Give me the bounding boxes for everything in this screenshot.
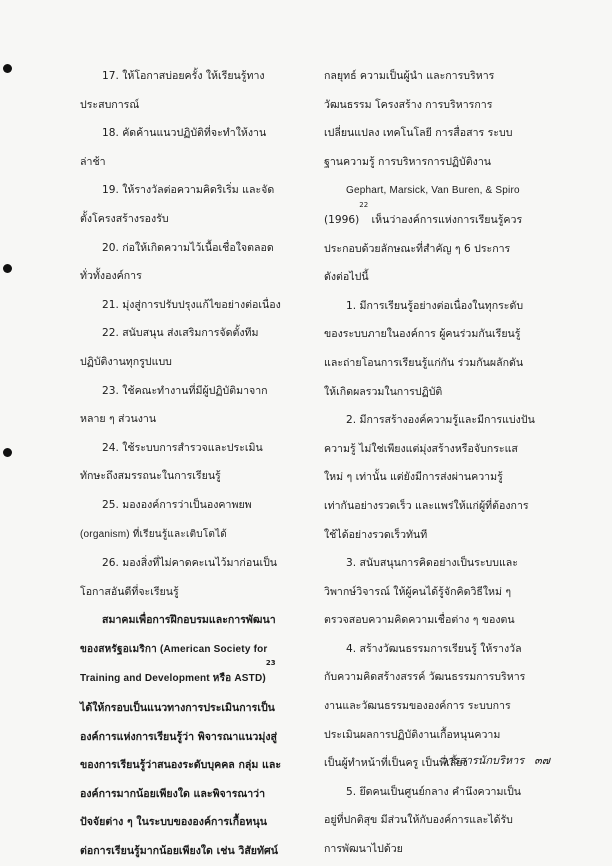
line-text: ปัจจัยต่าง ๆ ในระบบขององค์การเกื้อหนุน	[80, 816, 267, 829]
line-text: ตรวจสอบความคิดความเชื่อต่าง ๆ ของตน	[324, 614, 515, 627]
text-line	[80, 462, 306, 491]
text-line	[80, 434, 306, 463]
text-line	[80, 606, 306, 635]
text-line	[324, 378, 542, 407]
line-text: ของระบบภายในองค์การ ผู้คนร่วมกันเรียนรู้	[324, 328, 521, 341]
line-text: ทั่วทั้งองค์การ	[80, 270, 142, 283]
text-line	[80, 491, 306, 520]
page-footer	[441, 751, 550, 769]
line-text: ต่อการเรียนรู้มากน้อยเพียงใด เช่น วิสัยทัศน์	[80, 845, 278, 858]
line-text: ฐานความรู้ การบริหารการปฏิบัติงาน	[324, 155, 492, 168]
line-text: อยู่ที่ปกติสุข มีส่วนให้กับองค์การและได้รับ	[324, 814, 513, 827]
line-text: 4. สร้างวัฒนธรรมการเรียนรู้ ให้รางวัล	[346, 642, 522, 655]
text-line	[80, 549, 306, 578]
line-text: (1996)	[324, 213, 360, 226]
line-text: 19. ให้รางวัลต่อความคิดริเริ่ม และจัด	[102, 184, 275, 197]
text-line	[80, 262, 306, 291]
line-text: ดังต่อไปนี้	[324, 271, 369, 284]
line-text: องค์การมากน้อยเพียงใด และพิจารณาว่า	[80, 787, 266, 800]
line-text: 20. ก่อให้เกิดความไว้เนื้อเชื่อใจตลอด	[102, 241, 274, 254]
line-text: วิพากษ์วิจารณ์ ให้ผู้คนได้รู้จักคิดวิธีใหม่ ๆ	[324, 585, 512, 598]
footnote-ref: 23	[265, 659, 276, 668]
line-text: Training and Development หรือ ASTD)	[80, 673, 266, 685]
line-text: สมาคมเพื่อการฝึกอบรมและการพัฒนา	[102, 614, 276, 627]
left-text-column	[80, 62, 306, 866]
text-line	[324, 692, 542, 721]
line-text: ประเมินผลการปฏิบัติงานเกื้อหนุนความ	[324, 728, 501, 741]
line-text: ทักษะถึงสมรรถนะในการเรียนรู้	[80, 470, 221, 483]
text-line	[324, 835, 542, 864]
text-line	[324, 806, 542, 835]
text-line	[324, 235, 542, 264]
text-line	[324, 521, 542, 550]
text-line	[324, 292, 542, 321]
text-line	[324, 721, 542, 750]
text-line	[324, 778, 542, 807]
line-text: 5. ยึดคนเป็นศูนย์กลาง คำนึงความเป็น	[346, 785, 522, 798]
text-line	[324, 62, 542, 91]
line-text: 24. ใช้ระบบการสำรวจและประเมิน	[102, 441, 263, 454]
line-text: ให้เกิดผลรวมในการปฏิบัติ	[324, 385, 443, 398]
text-line	[324, 119, 542, 148]
line-text: Gephart, Marsick, Van Buren, & Spiro	[346, 185, 520, 197]
text-line	[324, 635, 542, 664]
line-text: 18. คัดค้านแนวปฏิบัติที่จะทำให้งาน	[102, 127, 267, 140]
line-text: หลาย ๆ ส่วนงาน	[80, 413, 157, 426]
text-line	[80, 377, 306, 406]
line-text: ใช้ได้อย่างรวดเร็วทันที	[324, 528, 428, 541]
text-line	[80, 659, 306, 694]
text-line	[80, 837, 306, 866]
text-line	[80, 205, 306, 234]
line-text: เป็นผู้ทำหน้าที่เป็นครู เป็นพี่เลี้ยง	[324, 757, 468, 770]
line-text: 26. มองสิ่งที่ไม่คาดคะเนไว้มาก่อนเป็น	[102, 557, 278, 570]
right-text-column	[324, 62, 542, 864]
text-line	[324, 263, 542, 292]
text-line	[324, 549, 542, 578]
line-text: กับความคิดสร้างสรรค์ วัฒนธรรมการบริหาร	[324, 671, 526, 684]
text-line	[80, 780, 306, 809]
line-text: การพัฒนาไปด้วย	[324, 843, 403, 856]
line-text: 3. สนับสนุนการคิดอย่างเป็นระบบและ	[346, 557, 518, 570]
line-text: ความรู้ ไม่ใช่เพียงแต่มุ่งสร้างหรือจับกระแส	[324, 442, 518, 455]
line-text: โอกาสอันดีที่จะเรียนรู้	[80, 585, 179, 598]
text-line	[80, 119, 306, 148]
text-line	[80, 751, 306, 780]
footnote-ref: 22	[359, 200, 369, 209]
text-line	[80, 91, 306, 120]
line-text: (organism) ที่เรียนรู้และเติบโตได้	[80, 528, 228, 540]
line-text: ประกอบด้วยลักษณะที่สำคัญ ๆ 6 ประการ	[324, 242, 511, 255]
line-text: เปลี่ยนแปลง เทคโนโลยี การสื่อสาร ระบบ	[324, 127, 513, 140]
line-text: เท่ากันอย่างรวดเร็ว และแพร่ให้แก่ผู้ที่ต้องการ	[324, 499, 529, 512]
line-text: 2. มีการสร้างองค์ความรู้และมีการแบ่งปัน	[346, 414, 535, 427]
text-line	[80, 405, 306, 434]
text-line	[324, 176, 542, 206]
text-line	[324, 663, 542, 692]
text-line	[80, 291, 306, 320]
line-text: ได้ให้กรอบเป็นแนวทางการประเมินการเป็น	[80, 702, 275, 715]
line-text: ประสบการณ์	[80, 98, 140, 111]
line-text: ตั้งโครงสร้างรองรับ	[80, 212, 169, 225]
punch-hole-mark	[3, 448, 12, 457]
text-line	[80, 578, 306, 607]
text-line	[324, 349, 542, 378]
line-text: ปฏิบัติงานทุกรูปแบบ	[80, 355, 172, 368]
line-text: กลยุทธ์ ความเป็นผู้นำ และการบริหาร	[324, 70, 495, 82]
line-text: วัฒนธรรม โครงสร้าง การบริหารการ	[324, 98, 493, 111]
text-line	[80, 62, 306, 91]
text-line	[324, 406, 542, 435]
text-line	[80, 348, 306, 377]
text-line	[324, 200, 542, 235]
text-line	[80, 234, 306, 263]
text-line	[324, 463, 542, 492]
line-text: ใหม่ ๆ เท่านั้น แต่ยังมีการส่งผ่านความรู้	[324, 471, 503, 484]
line-text: 25. มององค์การว่าเป็นองคาพยพ	[102, 498, 252, 511]
text-line	[80, 319, 306, 348]
line-text: 17. ให้โอกาสบ่อยครั้ง ให้เรียนรู้ทาง	[102, 70, 265, 82]
text-line	[80, 148, 306, 177]
punch-hole-mark	[3, 64, 12, 73]
text-line	[324, 606, 542, 635]
line-text: 1. มีการเรียนรู้อย่างต่อเนื่องในทุกระดับ	[346, 299, 524, 312]
line-text: องค์การแห่งการเรียนรู้ว่า พิจารณาแนวมุ่งสู่	[80, 730, 277, 743]
line-text: 21. มุ่งสู่การปรับปรุงแก้ไขอย่างต่อเนื่อง	[102, 298, 281, 311]
text-line	[80, 694, 306, 723]
line-text-continued: เห็นว่าองค์การแห่งการเรียนรู้ควร	[368, 213, 523, 226]
text-line	[80, 520, 306, 550]
line-text: ของการเรียนรู้ว่าสนองระดับบุคคล กลุ่ม และ	[80, 759, 282, 772]
text-line	[324, 91, 542, 120]
text-line	[324, 578, 542, 607]
text-line	[324, 320, 542, 349]
text-line	[80, 176, 306, 205]
text-line	[80, 808, 306, 837]
line-text: และถ่ายโอนการเรียนรู้แก่กัน ร่วมกันผลักดัน	[324, 356, 524, 369]
line-text: 23. ใช้คณะทำงานที่มีผู้ปฏิบัติมาจาก	[102, 384, 268, 397]
journal-name: วารสารนักบริหาร	[440, 754, 525, 767]
line-text: ล่าช้า	[80, 155, 106, 168]
text-line	[324, 492, 542, 521]
line-text: ของสหรัฐอเมริกา (American Society for	[80, 643, 268, 655]
text-line	[324, 148, 542, 177]
line-text: งานและวัฒนธรรมขององค์การ ระบบการ	[324, 700, 511, 713]
text-line	[324, 435, 542, 464]
punch-hole-mark	[3, 264, 12, 273]
text-line	[80, 723, 306, 752]
page-number: ๓๗	[534, 754, 550, 767]
line-text: 22. สนับสนุน ส่งเสริมการจัดตั้งทีม	[102, 327, 259, 340]
